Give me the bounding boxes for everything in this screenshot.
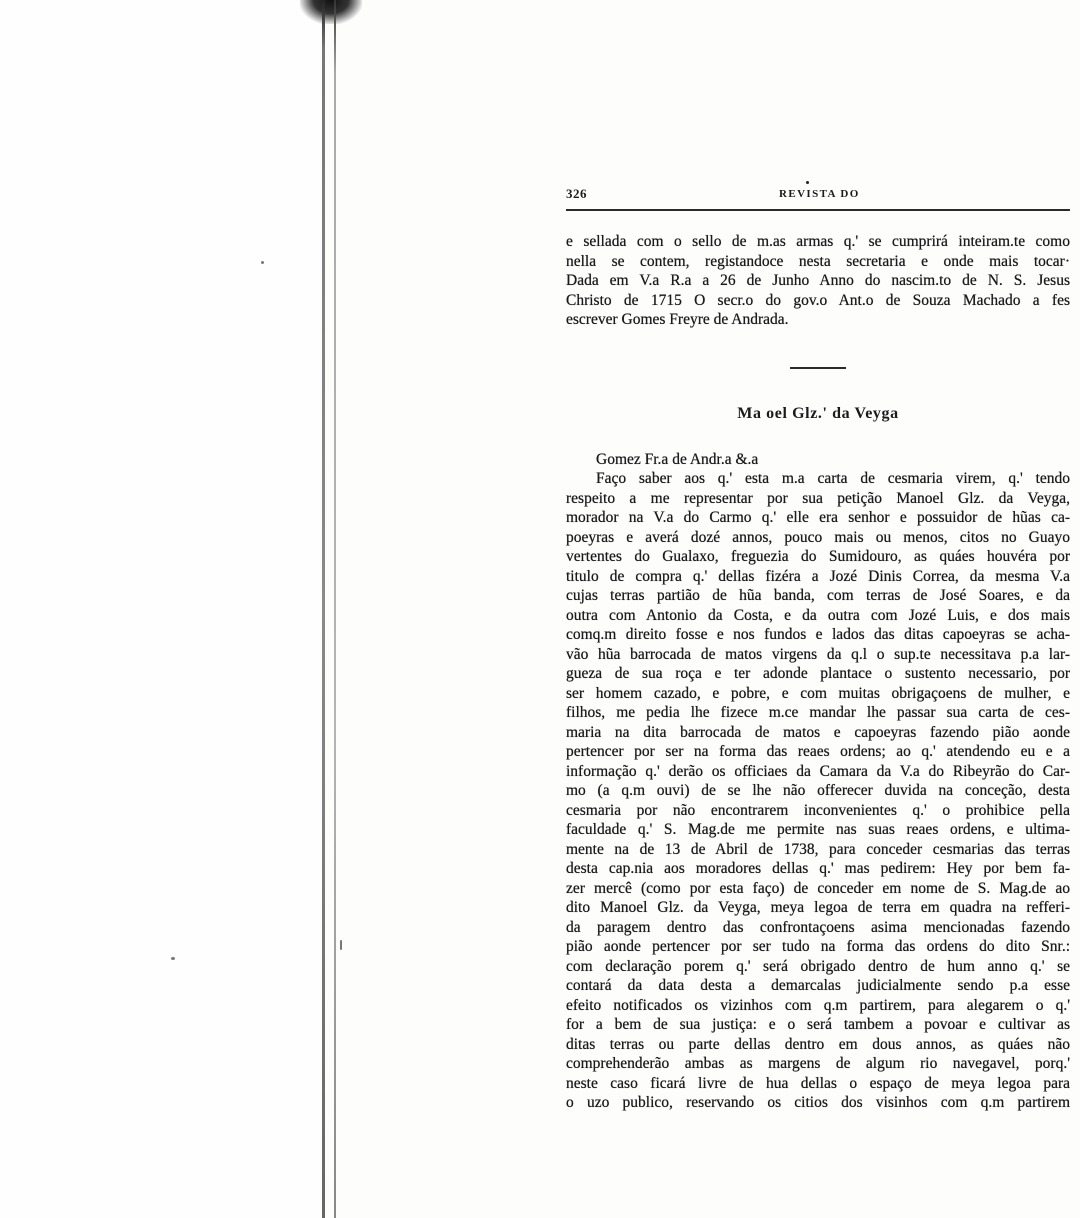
text-line: ditas terras ou parte dellas dentro em dous annos, as quáes não bbox=[566, 1035, 1070, 1053]
text-line: mo (a q.m ouvi) de se lhe não offerecer duvida na conceção, desta bbox=[566, 782, 1070, 799]
text-line: maria na dita barrocada de matos e capoeyras fazendo pião aonde bbox=[566, 723, 1070, 741]
text-line: cesmaria por não encontrarem inconvenientes q.' o prohibice pella bbox=[566, 801, 1070, 819]
text-line: poeyras e averá dozé annos, pouco mais ou menos, citos no Guayo bbox=[566, 528, 1070, 546]
page-number: 326 bbox=[566, 186, 587, 201]
text-line: contará da data desta a demarcalas judicialmente sendo p.a esse bbox=[566, 977, 1070, 994]
text-line: desta cap.nia aos moradores dellas q.' mas pedirem: Hey por bem fa- bbox=[566, 860, 1070, 877]
text-line: dito Manoel Glz. da Veyga, meya legoa de terra em quadra na refferi- bbox=[566, 899, 1070, 916]
text-line: titulo de compra q.' dellas fizéra a Jozé Dinis Correa, da mesma V.a bbox=[566, 567, 1070, 585]
text-line: informação q.' derão os officiaes da Camara da V.a do Ribeyrão do Car- bbox=[566, 762, 1070, 780]
text-line: mente na de 13 de Abril de 1738, para conceder cesmarias das terras bbox=[566, 840, 1070, 858]
text-line: com declaração porem q.' será obrigado dentro de hum anno q.' se bbox=[566, 957, 1070, 975]
scan-speck bbox=[261, 261, 264, 264]
scan-speck bbox=[806, 181, 809, 184]
text-line: ser homem cazado, e pobre, e com muitas obrigaçoens de mulher, e bbox=[566, 684, 1070, 702]
header-rule bbox=[566, 209, 1070, 211]
text-line: da paragem dentro das confrontaçoens asima mencionadas fazendo bbox=[566, 918, 1070, 936]
text-line: outra com Antonio da Costa, e da outra com Jozé Luis, e dos mais bbox=[566, 606, 1070, 624]
text-line: e sellada com o sello de m.as armas q.' se cumprirá inteiram.te como bbox=[566, 233, 1070, 250]
document-body bbox=[566, 450, 1070, 1113]
salutation: Gomez Fr.a de Andr.a &.a bbox=[596, 450, 759, 468]
text-line: Christo de 1715 O secr.o do gov.o Ant.o de Souza Machado a fes bbox=[566, 291, 1070, 309]
text-line: efeito notificados os vizinhos com q.m partirem, para alegarem o q.' bbox=[566, 996, 1070, 1014]
gutter-line bbox=[334, 0, 336, 1218]
text-line: filhos, me pedia lhe fizece m.ce mandar lhe passar sua carta de ces- bbox=[566, 704, 1070, 721]
text-line: escrever Gomes Freyre de Andrada. bbox=[566, 311, 789, 328]
scan-speck bbox=[171, 957, 175, 960]
section-divider bbox=[790, 367, 846, 369]
text-line: vertentes do Gualaxo, freguezia do Sumidouro, as quáes houvéra por bbox=[566, 548, 1070, 565]
text-line: pião aonde pertencer por ser tudo na forma das ordens do dito Snr.: bbox=[566, 938, 1070, 955]
scan-speck bbox=[340, 940, 342, 950]
text-line: comq.m direito fosse e nos fundos e lados das ditas capoeyras se acha- bbox=[566, 626, 1070, 643]
running-header bbox=[566, 186, 1070, 206]
previous-document-paragraph bbox=[566, 232, 1070, 330]
text-line: cujas terras partião de hũa banda, com terras de José Soares, e da bbox=[566, 587, 1070, 604]
text-line: respeito a me representar por sua petição Manoel Glz. da Veyga, bbox=[566, 489, 1070, 507]
text-line: Dada em V.a R.a a 26 de Junho Anno do nascim.to de N. S. Jesus bbox=[566, 272, 1070, 289]
gutter-line bbox=[322, 0, 325, 1218]
text-line: Faço saber aos q.' esta m.a carta de cesmaria virem, q.' tendo bbox=[596, 470, 1070, 487]
text-line: pertencer por ser na forma das reaes ordens; ao q.' atendendo eu e a bbox=[566, 743, 1070, 760]
text-line: nella se contem, registandoce nesta secretaria e onde mais tocar· bbox=[566, 252, 1070, 270]
text-line: o uzo publico, reservando os citios dos visinhos com q.m partirem bbox=[566, 1094, 1070, 1111]
text-line: neste caso ficará livre de hua dellas o espaço de meya legoa para bbox=[566, 1074, 1070, 1092]
running-title: REVISTA DO bbox=[779, 188, 860, 200]
text-line: gueza de sua roça e ter adonde plantace o sustento necessario, por bbox=[566, 665, 1070, 682]
text-line: vão hũa barrocada de matos virgens da q.l o sup.te necessitava p.a lar- bbox=[566, 645, 1070, 663]
gutter-shadow bbox=[300, 0, 362, 24]
text-line: faculdade q.' S. Mag.de me permite nas suas reaes ordens, e ultima- bbox=[566, 821, 1070, 838]
text-line: comprehenderão ambas as margens de algum rio navegavel, porq.' bbox=[566, 1055, 1070, 1072]
text-line: zer mercê (como por esta faço) de conceder em nome de S. Mag.de ao bbox=[566, 879, 1070, 897]
left-blank-page bbox=[0, 0, 322, 1218]
text-line: for a bem de sua justiça: e o será tambem a povoar e cultivar as bbox=[566, 1016, 1070, 1033]
document-title: Ma oel Glz.' da Veyga bbox=[737, 405, 899, 422]
text-line: morador na V.a do Carmo q.' elle era senhor e possuidor de hũas ca- bbox=[566, 509, 1070, 526]
